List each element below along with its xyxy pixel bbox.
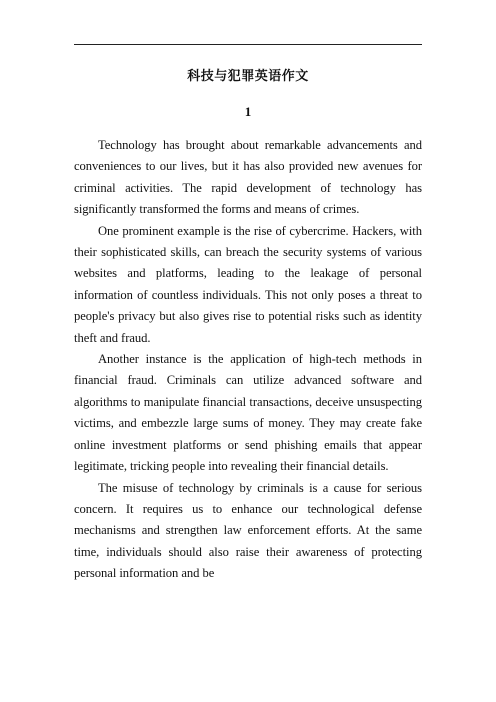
- header-rule: [74, 44, 422, 45]
- body-text: [74, 135, 422, 585]
- section-number: 1: [244, 104, 252, 119]
- paragraph-1: Technology has brought about remarkable advancements and conveniences to our lives, but it has also provided new avenues for criminal activities. The rapid development of technology has significantly transformed the forms and means of crimes.: [74, 138, 422, 217]
- paragraph-3: Another instance is the application of high-tech methods in financial fraud. Criminals can utilize advanced software and algorithms to manipulate financial transactions, deceive unsuspecting victims, and embezzle large sums of money. They may create fake online investment platforms or send phishing emails that appear legitimate, tricking people into revealing their financial details.: [74, 352, 422, 474]
- paragraph-2: One prominent example is the rise of cybercrime. Hackers, with their sophisticated skills, can breach the security systems of various websites and platforms, leading to the leakage of personal information of countless individuals. This not only poses a threat to people's privacy but also gives rise to potential risks such as identity theft and fraud.: [74, 223, 422, 345]
- paragraph-4: The misuse of technology by criminals is a cause for serious concern. It requires us to enhance our technological defense mechanisms and strengthen law enforcement efforts. At the same time, individuals should also raise their awareness of protecting personal information and be: [74, 480, 422, 581]
- document-title: 科技与犯罪英语作文: [187, 69, 309, 84]
